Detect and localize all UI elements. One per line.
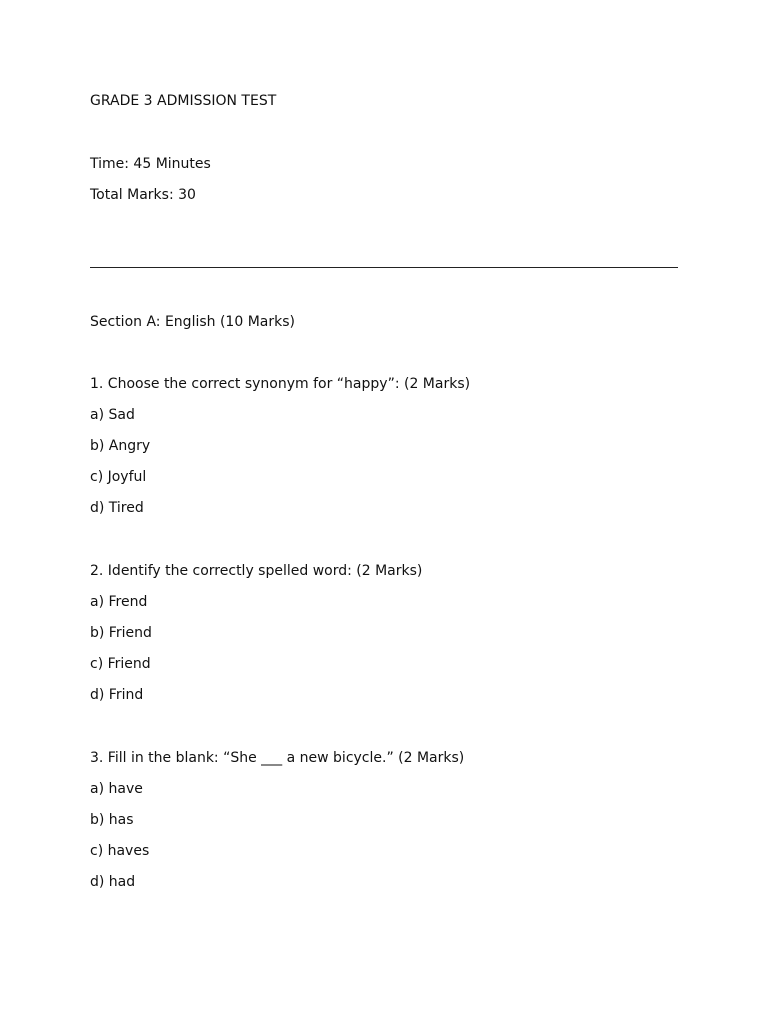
time-info: Time: 45 Minutes: [90, 156, 211, 172]
divider-line: [90, 267, 678, 268]
question-text: 1. Choose the correct synonym for “happy”: (2 Marks): [90, 376, 471, 392]
option-d: d) had: [90, 874, 136, 890]
question-text: 2. Identify the correctly spelled word: (2 Marks): [90, 563, 423, 579]
section-heading: Section A: English (10 Marks): [90, 314, 295, 330]
option-b: b) has: [90, 812, 134, 828]
option-b: b) Friend: [90, 625, 152, 641]
option-d: d) Tired: [90, 500, 144, 516]
option-c: c) haves: [90, 843, 150, 859]
option-d: d) Frind: [90, 687, 144, 703]
total-marks-info: Total Marks: 30: [90, 187, 196, 203]
option-b: b) Angry: [90, 438, 151, 454]
option-a: a) Frend: [90, 594, 148, 610]
option-c: c) Friend: [90, 656, 151, 672]
question-text: 3. Fill in the blank: “She ___ a new bicycle.” (2 Marks): [90, 750, 465, 766]
option-c: c) Joyful: [90, 469, 147, 485]
option-a: a) Sad: [90, 407, 135, 423]
document-title: GRADE 3 ADMISSION TEST: [90, 93, 277, 109]
option-a: a) have: [90, 781, 143, 797]
